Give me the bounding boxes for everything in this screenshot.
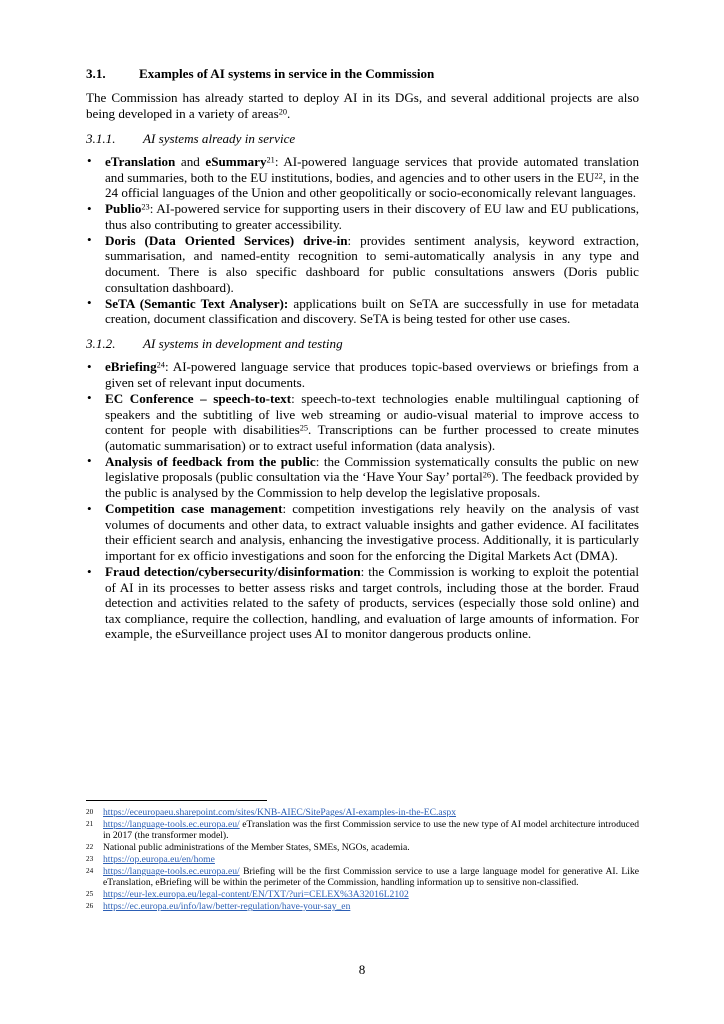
item-lead: EC Conference – speech-to-text [105, 390, 292, 406]
subsection-title: AI systems in development and testing [143, 335, 343, 351]
item-lead: Fraud detection/cybersecurity/disinformation [105, 564, 361, 580]
page-number: 8 [358, 962, 366, 977]
footnote-text: National public administrations of the Member States, SMEs, NGOs, academia. [103, 842, 410, 854]
footnote-link[interactable]: https://language-tools.ec.europa.eu/ [103, 866, 240, 878]
item-lead: Competition case management [105, 501, 283, 517]
footnote-body [103, 842, 639, 853]
item-text: : the Commission systematically consults the public on new legislative proposals (public consultation via the ‘Have Your Say’ portal [105, 453, 639, 485]
footnote-23 [86, 854, 639, 865]
section-number: 3.1. [86, 66, 106, 81]
item-lead: eTranslation [105, 153, 176, 169]
item-text: : competition investigations rely heavily on the analysis of vast volumes of documents and other data, to extract valuable insights and gather evidence. AI facilitates their efficient search and analysis, enhancing the investigative process. Additionally, it is particularly important for ex officio investigations and soon for the enforcing the Digital Markets Act (DMA). [105, 501, 639, 563]
bullet-icon: • [87, 500, 92, 516]
footnote-ref-25[interactable]: 25 [299, 423, 309, 433]
list-item [86, 233, 639, 295]
bullet-list-in-development [86, 359, 639, 642]
item-text-2: . Transcriptions can be further processed to create minutes (automatic summarisation) or to extract useful information (data analysis). [105, 422, 639, 453]
footnote-body [103, 866, 639, 889]
item-text: : the Commission is working to exploit the potential of AI in its processes to better assess risks and target controls, including those at the border. Fraud detection and activities related to the safety of products, services (especially those sold online) and tax compliance, require the collection, handling, and evaluation of large amounts of information. For example, the eSurveillance project uses AI to monitor dangerous products online. [105, 564, 639, 642]
list-item [86, 501, 639, 563]
footnote-ref-24[interactable]: 24 [156, 360, 165, 370]
footnote-text: Briefing will be the first Commission service to use a large language model for generative AI. Like eTranslation, eBriefing will be within the perimeter of the Commission, handling information up to sensitive non-classified. [103, 866, 639, 889]
section-intro-paragraph [86, 90, 639, 121]
footnote-mark: 24 [86, 867, 94, 876]
subsection-heading-3-1-2 [86, 336, 639, 352]
item-lead: Analysis of feedback from the public [105, 453, 316, 469]
bullet-icon: • [87, 390, 92, 406]
item-lead: Doris (Data Oriented Services) drive-in [105, 232, 348, 248]
item-text-2: , in the 24 official languages of the Union and other geopolitically or socio-economically relevant languages. [105, 169, 639, 201]
footnote-ref-20[interactable]: 20 [278, 107, 287, 117]
item-mid: and [175, 153, 206, 169]
list-item [86, 154, 639, 201]
item-text: : AI-powered service for supporting users in their discovery of EU law and EU publications, thus also contributing to greater accessibility. [105, 201, 639, 232]
page-content [86, 66, 639, 642]
footnote-body [103, 901, 639, 912]
bullet-icon: • [87, 200, 92, 216]
footnote-25 [86, 889, 639, 900]
bullet-icon: • [87, 453, 92, 469]
bullet-icon: • [87, 358, 92, 374]
list-item [86, 454, 639, 501]
footnote-link[interactable]: https://eceuropaeu.sharepoint.com/sites/KNB-AIEC/SitePages/AI-examples-in-the-EC.aspx [103, 807, 457, 818]
footnote-mark: 21 [86, 819, 94, 828]
list-item [86, 201, 639, 232]
list-item [86, 564, 639, 642]
item-text: applications built on SeTA are successfully in use for metadata creation, document classification and discovery. SeTA is being tested for other use cases. [105, 295, 639, 327]
bullet-icon: • [87, 153, 92, 169]
bullet-icon: • [87, 232, 92, 248]
item-lead: Publio [105, 201, 142, 217]
footnote-link[interactable]: https://op.europa.eu/en/home [103, 854, 215, 866]
subsection-number: 3.1.1. [86, 130, 116, 146]
footnote-26 [86, 901, 639, 912]
section-heading-3-1 [86, 66, 639, 82]
item-text: : provides sentiment analysis, keyword extraction, summarisation, and named-entity recognition to semi-automatically analysis in any type and document. There is also specific dashboard for public consultations answers (Doris public consultation dashboard). [105, 232, 640, 295]
item-text: : AI-powered language service that produces topic-based overviews or briefings from a given set of relevant input documents. [105, 359, 639, 390]
subsection-heading-3-1-1 [86, 131, 639, 147]
footnote-ref-26[interactable]: 26 [482, 470, 492, 480]
footnote-link[interactable]: https://ec.europa.eu/info/law/better-regulation/have-your-say_en [103, 901, 351, 913]
subsection-number: 3.1.2. [86, 335, 116, 351]
footnote-body [103, 819, 639, 842]
footnote-mark: 23 [86, 855, 94, 864]
item-lead: eBriefing [105, 359, 157, 375]
list-item [86, 359, 639, 390]
footnote-20 [86, 807, 639, 818]
footnote-body [103, 854, 639, 865]
footnote-ref-21[interactable]: 21 [266, 155, 275, 165]
item-lead: SeTA (Semantic Text Analyser): [105, 295, 289, 311]
footnote-ref-22[interactable]: 22 [594, 171, 603, 181]
footnote-mark: 22 [86, 843, 94, 852]
list-item [86, 391, 639, 453]
intro-text-tail: . [286, 105, 291, 121]
footnotes-section [86, 800, 639, 913]
footnote-mark: 20 [86, 808, 94, 816]
footnote-21 [86, 819, 639, 842]
bullet-icon: • [87, 295, 92, 311]
subsection-title: AI systems already in service [143, 130, 296, 146]
footnote-mark: 26 [86, 902, 94, 911]
section-title: Examples of AI systems in service in the Commission [139, 66, 435, 81]
footnote-body [103, 889, 639, 900]
footnote-ref-23[interactable]: 23 [141, 202, 150, 212]
list-item [86, 296, 639, 327]
intro-text: The Commission has already started to deploy AI in its DGs, and several additional projects are also being developed in a variety of areas [86, 90, 639, 121]
footnote-link[interactable]: https://eur-lex.europa.eu/legal-content/EN/TXT/?uri=CELEX%3A32016L2102 [103, 889, 409, 901]
item-lead-2: eSummary [205, 153, 267, 169]
footnote-body [103, 807, 639, 818]
footnote-24 [86, 866, 639, 889]
footnote-link[interactable]: https://language-tools.ec.europa.eu/ [103, 818, 240, 830]
footnote-mark: 25 [86, 890, 94, 899]
footnote-text: eTranslation was the first Commission service to use the new type of AI model architecture introduced in 2017 (the transformer model). [103, 818, 639, 842]
item-text-2: ). The feedback provided by the public is analysed by the Commission to help develop the legislative proposals. [105, 469, 640, 501]
footnote-22 [86, 842, 639, 853]
item-text: : AI-powered language services that provide automated translation and summaries, both to the EU institutions, bodies, and agencies and to other users in the EU [105, 153, 639, 185]
footnote-separator [86, 800, 267, 801]
bullet-icon: • [87, 563, 92, 579]
bullet-list-in-service [86, 154, 639, 327]
item-text: : speech-to-text technologies enable multilingual captioning of speakers and the subtitling of live web streaming or audio-visual material to improve access to content for people with disabilities [105, 390, 639, 438]
